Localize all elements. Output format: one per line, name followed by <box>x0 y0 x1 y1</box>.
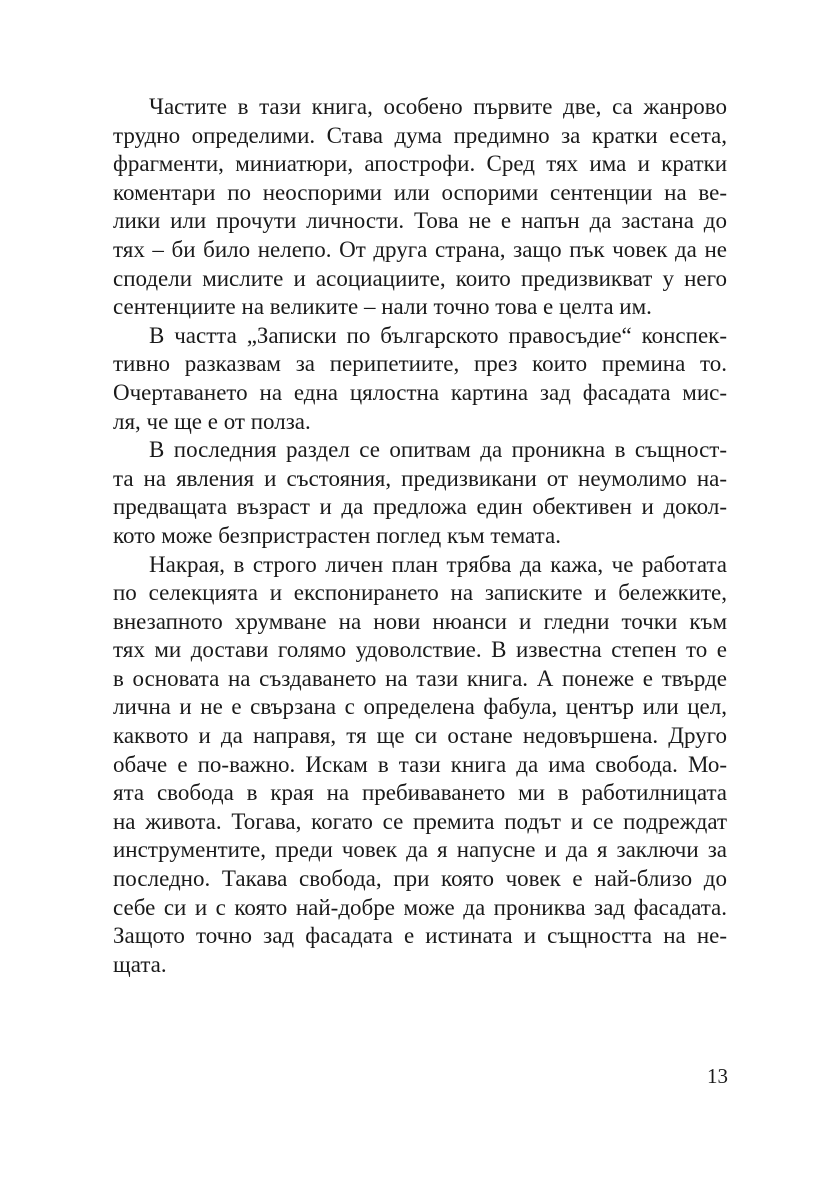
text-line: щата. <box>113 951 167 977</box>
text-line: Частите в тази книга, особено първите две, са жанрово <box>149 94 727 119</box>
text-line: Накрая, в строго личен план трябва да кажа, че работата <box>149 551 727 577</box>
text-line: Защото точно зад фасадата е истината и същността на не- <box>113 923 727 949</box>
text-line: инструментите, преди човек да я напусне и да я заключи за <box>113 837 727 863</box>
text-line: каквото и да направя, тя ще си остане недовършена. Друго <box>113 723 727 749</box>
text-line: по селекцията и експонирането на записките и бележките, <box>113 580 727 606</box>
text-line: последно. Такава свобода, при която човек е най-близо до <box>113 866 727 892</box>
paragraph <box>113 436 727 550</box>
text-line: Очертаването на една цялостна картина зад фасадата мис- <box>113 379 727 405</box>
text-line: В последния раздел се опитвам да проникна в същност- <box>149 437 727 463</box>
text-line: тивно разказвам за перипетиите, през които премина то. <box>113 351 727 377</box>
text-line: предващата възраст и да предложа един обективен и докол- <box>113 494 727 520</box>
paragraph <box>113 551 727 980</box>
text-line: внезапното хрумване на нови нюанси и гледни точки към <box>113 608 727 634</box>
text-line: на живота. Тогава, когато се премита подът и се подреждат <box>113 808 727 834</box>
text-line: коментари по неоспорими или оспорими сентенции на ве- <box>113 179 727 205</box>
text-line: кото може безпристрастен поглед към темата. <box>113 522 561 548</box>
text-line: тях ми достави голямо удоволствие. В известна степен то е <box>113 637 727 663</box>
text-line: В частта „Записки по българското правосъдие“ конспек- <box>149 322 727 348</box>
text-line: сподели мислите и асоциациите, които предизвикват у него <box>113 265 727 291</box>
text-line: в основата на създаването на тази книга. А понеже е твърде <box>113 665 727 691</box>
text-line: фрагменти, миниатюри, апострофи. Сред тях има и кратки <box>113 151 727 177</box>
text-line: ята свобода в края на пребиваването ми в работилницата <box>113 780 727 806</box>
paragraph <box>113 93 727 322</box>
page-number: 13 <box>707 1064 728 1088</box>
text-line: лична и не е свързана с определена фабула, център или цел, <box>113 694 727 720</box>
text-line: та на явления и състояния, предизвикани от неумолимо на- <box>113 465 727 491</box>
text-line: лики или прочути личности. Това не е напън да застана до <box>113 208 727 234</box>
text-line: ля, че ще е от полза. <box>113 408 311 434</box>
text-line: тях – би било нелепо. От друга страна, защо пък човек да не <box>113 236 727 262</box>
text-line: трудно определими. Става дума предимно за кратки есета, <box>113 122 727 148</box>
text-line: обаче е по-важно. Искам в тази книга да има свобода. Мо- <box>113 751 727 777</box>
text-line: себе си и с която най-добре може да прониква зад фасадата. <box>113 894 727 920</box>
page-body <box>113 93 727 979</box>
text-line: сентенциите на великите – нали точно това е целта им. <box>113 294 652 320</box>
paragraph <box>113 322 727 436</box>
